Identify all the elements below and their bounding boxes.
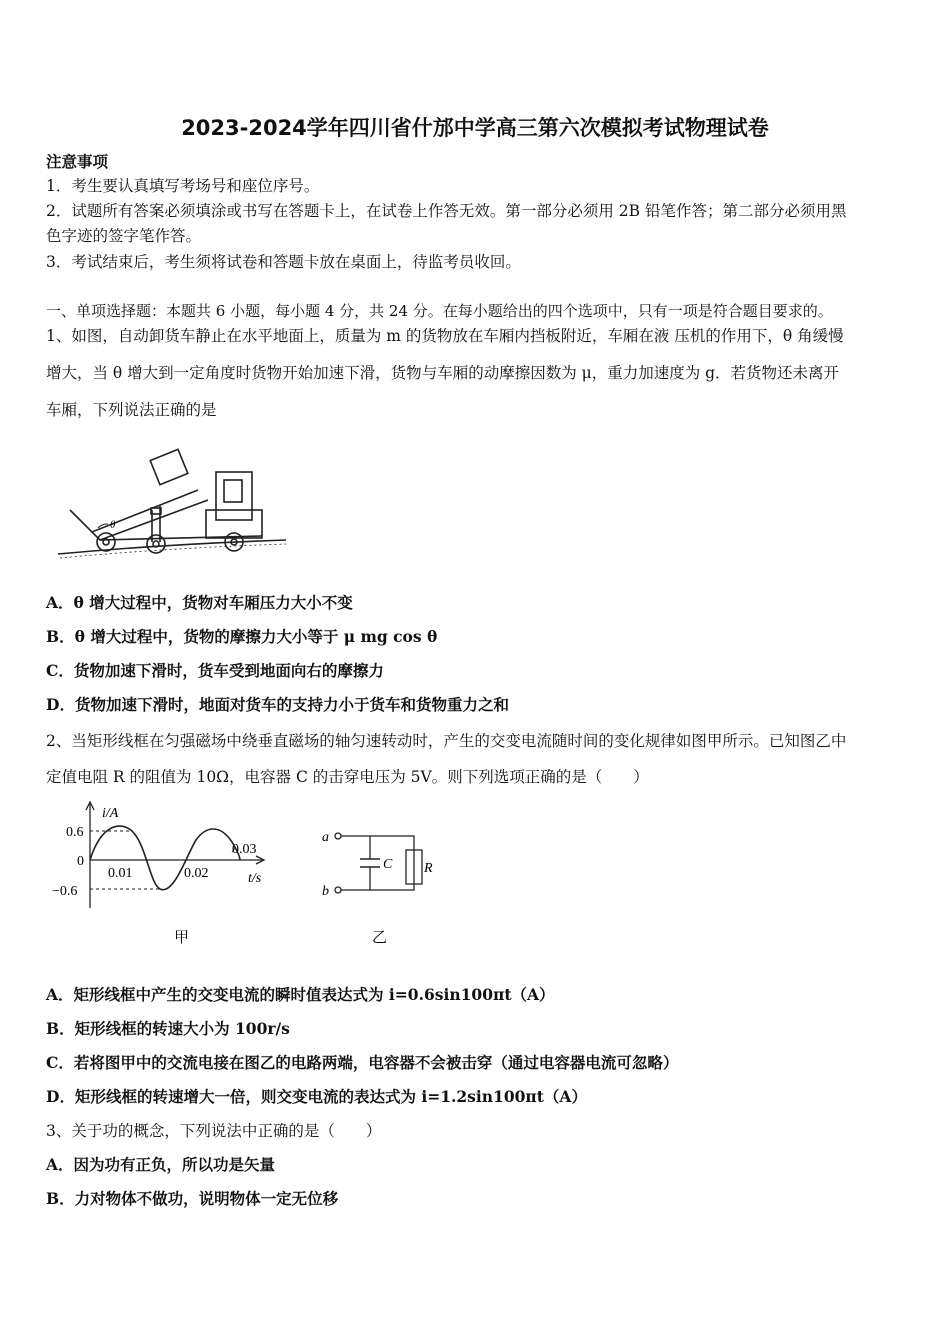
page-title: 2023-2024学年四川省什邡中学高三第六次模拟考试物理试卷 [181, 116, 769, 140]
capacitor-symbol [360, 859, 380, 867]
angle-label: θ [110, 519, 116, 531]
hydraulic-piston [152, 506, 160, 542]
x-tick: 0.01 [108, 866, 133, 881]
circuit-diagram [318, 820, 448, 950]
option-c: C．货物加速下滑时，货车受到地面向右的摩擦力 [46, 661, 384, 680]
notice-item: 色字迹的签字笔作答。 [46, 227, 202, 245]
question-1-line: 1、如图，自动卸货车静止在水平地面上，质量为 m 的货物放在车厢内挡板附近，车厢在液 压机的作用下，θ 角缓慢 [46, 327, 844, 345]
wheel [97, 533, 115, 551]
option-a: A．θ 增大过程中，货物对车厢压力大小不变 [46, 593, 353, 612]
question-2-line: 定值电阻 R 的阻值为 10Ω，电容器 C 的击穿电压为 5V。则下列选项正确的是（ ） [46, 768, 649, 786]
option-c: C．若将图甲中的交流电接在图乙的电路两端，电容器不会被击穿（通过电容器电流可忽略） [46, 1053, 679, 1072]
notice-heading: 注意事项 [46, 152, 109, 171]
ground-line [58, 540, 286, 554]
option-b: B．力对物体不做功，说明物体一定无位移 [46, 1189, 339, 1208]
capacitor-label: C [383, 857, 393, 872]
y-tick: −0.6 [52, 884, 78, 899]
option-a: A．因为功有正负，所以功是矢量 [46, 1155, 276, 1174]
option-b: B．θ 增大过程中，货物的摩擦力大小等于 μ mg cos θ [46, 627, 438, 646]
terminal-a-label: a [322, 830, 329, 845]
question-1-line: 车厢，下列说法正确的是 [46, 401, 217, 419]
option-d: D．矩形线框的转速增大一倍，则交变电流的表达式为 i=1.2sin100πt（A） [46, 1087, 587, 1106]
dump-truck-figure [56, 428, 286, 566]
section-heading: 一、单项选择题：本题共 6 小题，每小题 4 分，共 24 分。在每小题给出的四个选项中，只有一项是符合题目要求的。 [46, 302, 833, 320]
y-tick: 0 [77, 854, 84, 869]
notice-item: 3．考试结束后，考生须将试卷和答题卡放在桌面上，待监考员收回。 [46, 253, 521, 271]
resistor-label: R [424, 861, 433, 876]
y-tick: 0.6 [66, 825, 84, 840]
option-d: D．货物加速下滑时，地面对货车的支持力小于货车和货物重力之和 [46, 695, 509, 714]
graph-caption: 甲 [174, 930, 190, 946]
x-tick: 0.02 [184, 866, 209, 881]
circuit-wire [341, 836, 414, 890]
notice-item: 2．试题所有答案必须填涂或书写在答题卡上，在试卷上作答无效。第一部分必须用 2B 铅笔作答；第二部分必须用黑 [46, 202, 847, 220]
x-axis-label: t/s [248, 871, 262, 886]
y-axis-label: i/A [102, 806, 119, 821]
option-b: B．矩形线框的转速大小为 100r/s [46, 1019, 290, 1038]
x-tick: 0.03 [232, 842, 257, 857]
question-2-line: 2、当矩形线框在匀强磁场中绕垂直磁场的轴匀速转动时，产生的交变电流随时间的变化规律如图甲所示。已知图乙中 [46, 732, 847, 750]
question-3-line: 3、关于功的概念，下列说法中正确的是（ ） [46, 1122, 382, 1140]
cargo-box [150, 449, 188, 484]
terminal-b-label: b [322, 884, 329, 899]
terminal-a [335, 833, 341, 839]
notice-item: 1．考生要认真填写考场号和座位序号。 [46, 177, 320, 195]
question-1-line: 增大，当 θ 增大到一定角度时货物开始加速下滑，货物与车厢的动摩擦因数为 μ，重力加速度为 g．若货物还未离开 [46, 364, 840, 382]
current-graph [50, 800, 280, 950]
terminal-b [335, 887, 341, 893]
option-a: A．矩形线框中产生的交变电流的瞬时值表达式为 i=0.6sin100πt（A） [46, 985, 555, 1004]
circuit-caption: 乙 [372, 930, 388, 946]
